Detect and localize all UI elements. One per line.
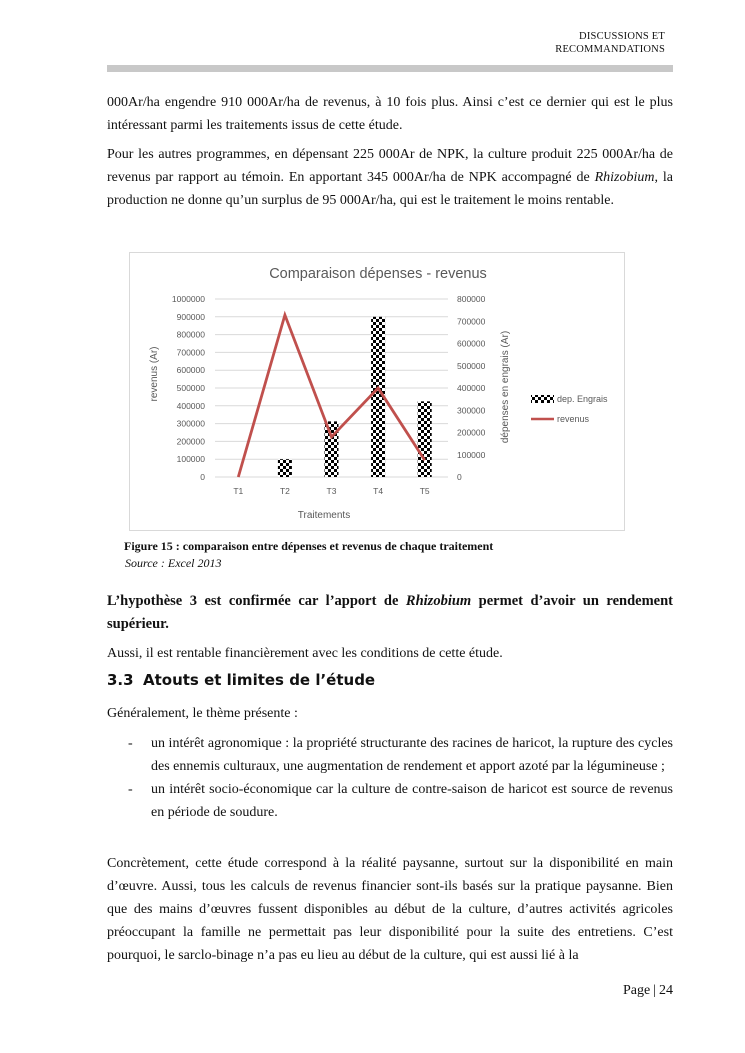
chart-y-tick-label: 400000 (176, 400, 205, 411)
bullet-list (107, 732, 673, 824)
page-separator: | (653, 983, 656, 998)
header-line-2: RECOMMANDATIONS (555, 44, 665, 55)
paragraph-conclusion (107, 852, 673, 967)
paragraph-2-text-b: , la production ne donne qu’un surplus de 95 000Ar/ha, qui est le traitement le moins rentable. (107, 170, 673, 208)
header-rule (107, 65, 673, 72)
paragraph-1-text: 000Ar/ha engendre 910 000Ar/ha de revenus, à 10 fois plus. Ainsi c’est ce dernier qui est le plus intéressant parmi les traitements issus de cette étude. (107, 95, 673, 133)
hypothesis-text-b: permet d’avoir un rendement supérieur. (107, 593, 673, 632)
list-item (107, 732, 673, 778)
chart-y-tick-label: 700000 (176, 347, 205, 358)
chart-y-axis-label: revenus (Ar) (149, 346, 160, 402)
section-number: 3.3 (107, 671, 134, 689)
section-heading (107, 671, 375, 689)
list-item-text: un intérêt socio-économique car la culture de contre-saison de haricot est source de revenus en période de soudure. (151, 782, 673, 820)
figure-caption: Figure 15 : comparaison entre dépenses et revenus de chaque traitement (124, 539, 494, 553)
chart-y-tick-label: 0 (200, 472, 205, 482)
chart-y-tick-label: 100000 (176, 454, 205, 465)
chart-y2-tick-label: 700000 (457, 316, 486, 327)
legend-label-bars: dep. Engrais (557, 394, 608, 404)
paragraph-1 (107, 91, 673, 137)
page-label: Page (622, 983, 651, 998)
chart-y2-tick-label: 100000 (457, 449, 486, 460)
chart-x-ticks (233, 486, 430, 496)
chart-bar (418, 401, 432, 477)
paragraph-2-italic: Rhizobium (594, 170, 655, 185)
bullet-dash: - (128, 782, 133, 797)
paragraph-2 (107, 143, 673, 212)
running-header (555, 30, 665, 56)
chart-y2-tick-label: 200000 (457, 427, 486, 438)
chart-x-tick-label: T1 (233, 486, 244, 496)
chart-title: Comparaison dépenses - revenus (269, 266, 487, 282)
chart-bars (278, 317, 432, 477)
chart-y-ticks (172, 294, 205, 482)
chart-y-tick-label: 900000 (176, 311, 205, 322)
chart-bar (325, 421, 339, 477)
legend-swatch-bars (531, 395, 554, 403)
page-number-value: 24 (659, 983, 673, 998)
chart-y2-tick-label: 0 (457, 472, 462, 482)
chart-y2-tick-label: 400000 (457, 383, 486, 393)
chart-container (129, 252, 625, 531)
list-item-text: un intérêt agronomique : la propriété structurante des racines de haricot, la rupture des cycles des ennemis culturaux, une augmentation de rendement et apport azoté par la légumineuse ; (151, 736, 673, 774)
chart-x-tick-label: T2 (279, 486, 290, 496)
hypothesis-text-a: L’hypothèse 3 est confirmée car l’apport de (107, 593, 406, 609)
paragraph-generalement-text: Généralement, le thème présente : (107, 706, 298, 721)
chart-y2-ticks (457, 294, 486, 482)
paragraph-generalement (107, 702, 673, 725)
list-item (107, 778, 673, 824)
header-line-1: DISCUSSIONS ET (579, 31, 665, 42)
chart-y2-tick-label: 800000 (457, 294, 486, 304)
chart-x-tick-label: T5 (419, 486, 430, 496)
chart-y-tick-label: 200000 (176, 436, 205, 447)
chart-y-tick-label: 800000 (176, 329, 205, 340)
hypothesis-italic: Rhizobium (405, 593, 472, 609)
paragraph-aussi (107, 642, 673, 665)
chart-y2-tick-label: 600000 (457, 338, 486, 349)
chart-y2-tick-label: 500000 (457, 360, 486, 371)
chart-y2-tick-label: 300000 (457, 405, 486, 416)
figure-source: Source : Excel 2013 (125, 556, 222, 570)
page-number (623, 983, 673, 999)
chart-x-axis-label: Traitements (297, 510, 351, 521)
chart-y-tick-label: 300000 (176, 418, 205, 429)
paragraph-conclusion-text: Concrètement, cette étude correspond à la réalité paysanne, surtout sur la disponibilité en main d’œuvre. Aussi, tous les calculs de revenus financier sont-ils basés sur la pratique paysanne. Bien que des mains d’œuvres fussent disponibles au début de la culture, d’autres activités agricoles préoccupant la famille ne permettait pas leur disponibilité pour la suite des entretiens. C’est pourquoi, le sarclo-binage n’a pas eu lieu au début de la culture, qui est aussi lié à la (107, 856, 673, 963)
chart-legend (531, 394, 608, 424)
chart-x-tick-label: T3 (326, 486, 337, 496)
chart-svg (130, 253, 624, 530)
bullet-dash: - (128, 736, 133, 751)
paragraph-2-text-a: Pour les autres programmes, en dépensant 225 000Ar de NPK, la culture produit 225 000Ar/ha de revenus par rapport au témoin. En apportant 345 000Ar/ha de NPK accompagné de (107, 147, 673, 185)
hypothesis-statement (107, 590, 673, 636)
section-title: Atouts et limites de l’étude (143, 671, 376, 689)
chart-y-tick-label: 500000 (176, 383, 205, 393)
paragraph-aussi-text: Aussi, il est rentable financièrement avec les conditions de cette étude. (107, 646, 503, 661)
chart-y2-axis-label: dépenses en engrais (Ar) (500, 330, 511, 444)
chart-y-tick-label: 1000000 (171, 294, 205, 304)
legend-label-line: revenus (557, 414, 590, 424)
chart-y-tick-label: 600000 (176, 365, 205, 376)
chart-bar (278, 459, 292, 477)
chart-x-tick-label: T4 (373, 486, 384, 496)
